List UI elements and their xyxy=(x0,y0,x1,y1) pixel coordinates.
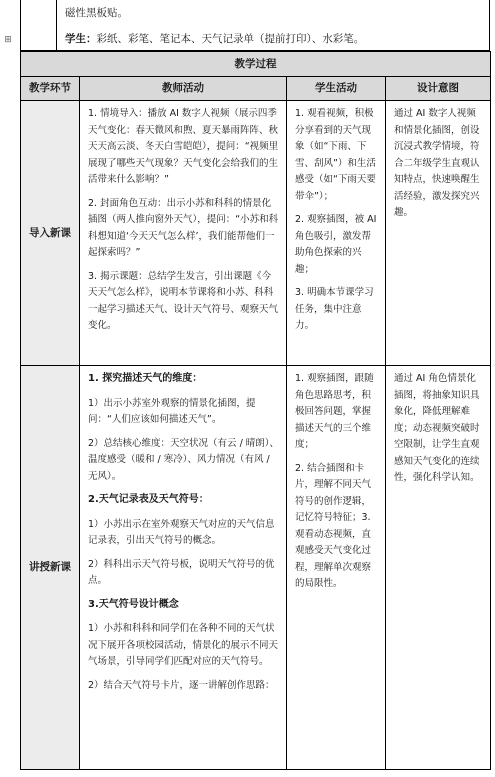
new-teacher-heading-3: 3.天气符号设计概念 xyxy=(88,598,179,610)
table-move-handle-icon[interactable]: ⊞ xyxy=(4,35,12,45)
table-row-new-lesson xyxy=(21,366,491,770)
intro-teacher-item-2: 2. 封面角色互动：出示小苏和科科的情景化插图（两人推向窗外天气），提问：“小苏和科科想知道‘今天天气怎么样’，我们能帮他们一起探索吗？” xyxy=(88,197,279,258)
teaching-process-banner: 教学过程 xyxy=(21,52,491,77)
new-teacher-item-3: 1）小苏出示在室外观察天气对应的天气信息记录表，引出天气符号的概念。 xyxy=(88,518,275,546)
header-design-intent: 设计意图 xyxy=(386,77,491,101)
intro-intent-text: 通过 AI 数字人视频和情景化插图，创设沉浸式教学情境，符合二年级学生直观认知特点，快速唤醒生活经验，激发探究兴趣。 xyxy=(394,108,480,218)
intro-teacher-item-1: 1. 情境导入：播放 AI 数字人视频（展示四季天气变化：春天微风和煦、夏天暴雨阵阵、秋天天高云淡、冬天白雪皑皑），提问：“视频里展现了哪些天气现象？天气变化会给我们的生活带来什么影响？” xyxy=(88,108,279,185)
page-bottom-divider xyxy=(20,769,490,770)
header-teacher-activity: 教师活动 xyxy=(80,77,287,101)
student-activity-intro xyxy=(287,101,386,366)
intro-teacher-item-3: 3. 揭示课题：总结学生发言，引出课题《今天天气怎么样》，说明本节课将和小苏、科科一起学习描述天气、设计天气符号、观察天气变化。 xyxy=(88,270,279,331)
teacher-activity-intro xyxy=(80,101,287,366)
new-intent-text: 通过 AI 角色情景化插图，将抽象知识具象化，降低理解难度；动态视频突破时空限制，让学生直观感知天气变化的连续性，强化科学认知。 xyxy=(394,373,480,483)
stage-intro: 导入新课 xyxy=(21,101,80,366)
design-intent-new-lesson xyxy=(386,366,491,770)
new-teacher-item-2: 2）总结核心维度：天空状况（有云 / 晴朗）、温度感受（暖和 / 寒冷）、风力情况（有风 / 无风）。 xyxy=(88,437,280,482)
stage-new-lesson: 讲授新课 xyxy=(21,366,80,770)
prep-materials-section xyxy=(20,0,490,51)
prep-student-text: 彩纸、彩笔、笔记本、天气记录单（提前打印）、水彩笔。 xyxy=(96,33,365,45)
new-student-item-1: 1. 观察插图，跟随角色思路思考，积极回答问题，掌握描述天气的三个维度； xyxy=(295,373,374,450)
new-teacher-item-1: 1）出示小苏室外观察的情景化插图，提问：“人们应该如何描述天气”。 xyxy=(88,397,256,425)
prep-label-cell xyxy=(21,0,57,50)
new-teacher-item-4: 2）科科出示天气符号板，说明天气符号的优点。 xyxy=(88,558,275,586)
new-student-item-2: 2. 结合插图和卡片，理解不同天气符号的创作逻辑，记忆符号特征；3. 观看动态视频，直观感受天气变化过程，理解单次观察的局限性。 xyxy=(295,462,372,589)
prep-line-teacher xyxy=(65,6,128,20)
prep-student-label: 学生： xyxy=(65,33,97,45)
student-activity-new-lesson xyxy=(287,366,386,770)
teaching-process-table xyxy=(20,51,491,770)
new-teacher-heading-1: 1. 探究描述天气的维度： xyxy=(88,373,203,384)
new-teacher-heading-2: 2.天气记录表及天气符号： xyxy=(88,494,209,505)
teacher-activity-new-lesson xyxy=(80,366,287,770)
new-teacher-item-6: 2）结合天气符号卡片，逐一讲解创作思路： xyxy=(88,679,275,691)
intro-student-item-1: 1. 观看视频，积极分享看到的天气现象（如“下雨、下雪、刮风”）和生活感受（如“下雨天要带伞”）； xyxy=(295,108,376,202)
design-intent-intro xyxy=(386,101,491,366)
header-student-activity: 学生活动 xyxy=(287,77,386,101)
intro-student-item-3: 3. 明确本节课学习任务，集中注意力。 xyxy=(295,287,374,331)
intro-student-item-2: 2. 观察插图，被 AI 角色吸引，激发帮助角色探索的兴趣； xyxy=(295,214,377,275)
prep-line-student xyxy=(65,32,364,46)
prep-line1-text: 磁性黑板贴。 xyxy=(65,7,128,19)
new-teacher-item-5: 1）小苏和科科和同学们在各种不同的天气状况下展开各项校园活动，情景化的展示不同天气场景，引导同学们匹配对应的天气符号。 xyxy=(88,623,279,667)
header-stage: 教学环节 xyxy=(21,77,80,101)
table-row-intro xyxy=(21,101,491,366)
